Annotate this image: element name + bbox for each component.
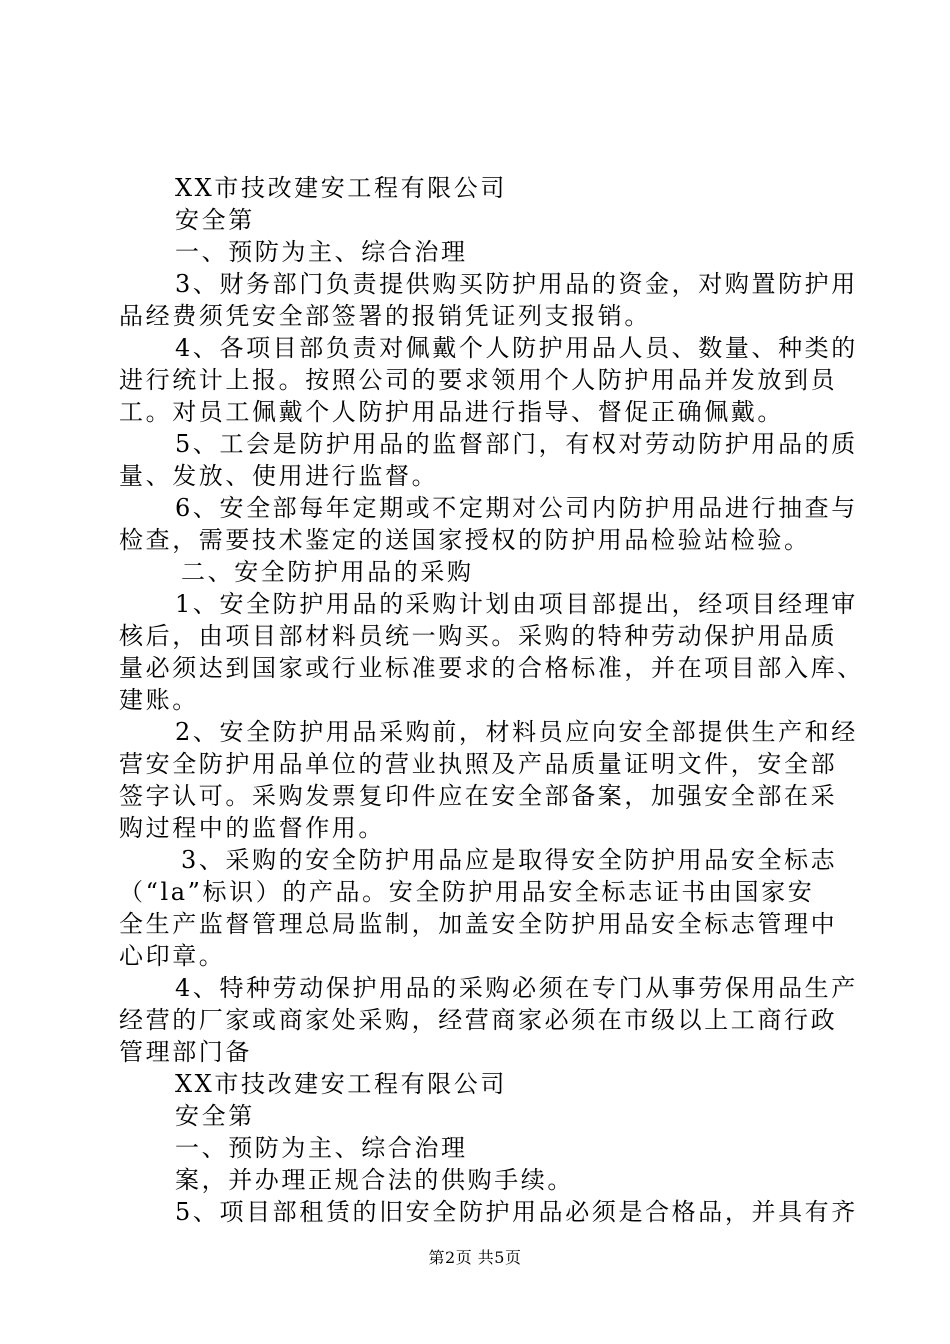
paragraph-line: 品经费须凭安全部签署的报销凭证列支报销。 bbox=[119, 302, 651, 330]
section-heading: 一、预防为主、综合治理 bbox=[175, 1134, 468, 1162]
paragraph-line: 4、特种劳动保护用品的采购必须在专门从事劳保用品生产 bbox=[175, 974, 858, 1002]
text-line: 安全第 bbox=[175, 1102, 255, 1130]
company-name: XX市技改建安工程有限公司 bbox=[175, 174, 507, 202]
paragraph-line: 5、项目部租赁的旧安全防护用品必须是合格品，并具有齐 bbox=[175, 1198, 858, 1226]
paragraph-line: （“la”标识）的产品。安全防护用品安全标志证书由国家安 bbox=[119, 878, 815, 906]
document-body bbox=[119, 172, 864, 1228]
company-name: XX市技改建安工程有限公司 bbox=[175, 1070, 507, 1098]
paragraph-line: 经营的厂家或商家处采购，经营商家必须在市级以上工商行政 bbox=[119, 1006, 838, 1034]
paragraph-line: 全生产监督管理总局监制，加盖安全防护用品安全标志管理中 bbox=[119, 910, 838, 938]
text-line: 安全第 bbox=[175, 206, 255, 234]
page-number-footer: 第2页 共5页 bbox=[428, 1248, 522, 1267]
paragraph-line: 4、各项目部负责对佩戴个人防护用品人员、数量、种类的 bbox=[175, 334, 858, 362]
paragraph-line: 工。对员工佩戴个人防护用品进行指导、督促正确佩戴。 bbox=[119, 398, 784, 426]
paragraph-line: 签字认可。采购发票复印件应在安全部备案，加强安全部在采 bbox=[119, 782, 838, 810]
paragraph-line: 检查，需要技术鉴定的送国家授权的防护用品检验站检验。 bbox=[119, 526, 811, 554]
paragraph-line: 6、安全部每年定期或不定期对公司内防护用品进行抽查与 bbox=[175, 494, 858, 522]
paragraph-line: 建账。 bbox=[119, 686, 199, 714]
paragraph-line: 2、安全防护用品采购前，材料员应向安全部提供生产和经 bbox=[175, 718, 858, 746]
paragraph-line: 进行统计上报。按照公司的要求领用个人防护用品并发放到员 bbox=[119, 366, 838, 394]
paragraph-line: 5、工会是防护用品的监督部门，有权对劳动防护用品的质 bbox=[175, 430, 858, 458]
section-heading: 一、预防为主、综合治理 bbox=[175, 238, 468, 266]
paragraph-line: 3、财务部门负责提供购买防护用品的资金，对购置防护用 bbox=[175, 270, 858, 298]
paragraph-line: 营安全防护用品单位的营业执照及产品质量证明文件，安全部 bbox=[119, 750, 838, 778]
paragraph-line: 购过程中的监督作用。 bbox=[119, 814, 385, 842]
paragraph-line: 3、采购的安全防护用品应是取得安全防护用品安全标志 bbox=[181, 846, 838, 874]
paragraph-line: 量、发放、使用进行监督。 bbox=[119, 462, 439, 490]
paragraph-line: 管理部门备 bbox=[119, 1038, 252, 1066]
paragraph-line: 案，并办理正规合法的供购手续。 bbox=[175, 1166, 574, 1194]
paragraph-line: 1、安全防护用品的采购计划由项目部提出，经项目经理审 bbox=[175, 590, 858, 618]
paragraph-line: 量必须达到国家或行业标准要求的合格标准，并在项目部入库、 bbox=[119, 654, 864, 682]
paragraph-line: 心印章。 bbox=[119, 942, 226, 970]
section-heading: 二、安全防护用品的采购 bbox=[181, 558, 474, 586]
paragraph-line: 核后，由项目部材料员统一购买。采购的特种劳动保护用品质 bbox=[119, 622, 838, 650]
